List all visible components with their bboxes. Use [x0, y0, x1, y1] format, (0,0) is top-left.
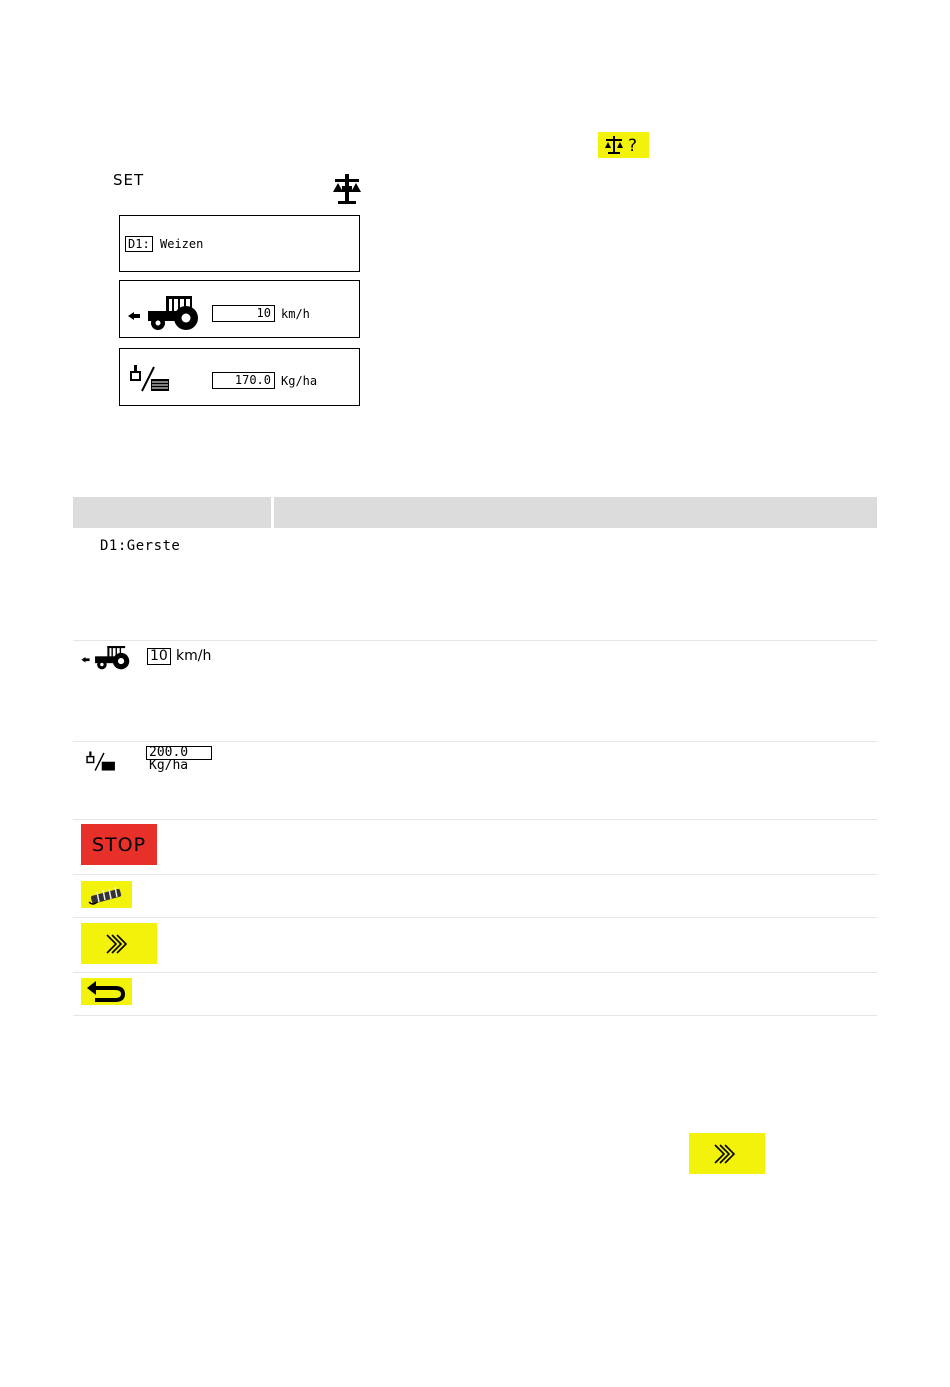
return-arrow-icon	[85, 980, 129, 1004]
row-divider	[73, 819, 877, 820]
rate-value-box: 200.0	[146, 746, 212, 760]
next-button-inline[interactable]	[689, 1133, 765, 1174]
rate-value-unit: Kg/ha	[149, 758, 189, 773]
rate-unit: Kg/ha	[281, 374, 318, 388]
weight-per-area-icon	[80, 750, 122, 772]
double-chevron-right-icon	[103, 932, 135, 956]
next-button[interactable]	[81, 923, 157, 964]
speed-unit: km/h	[281, 307, 310, 321]
row-divider	[73, 741, 877, 742]
rate-panel	[119, 348, 360, 406]
row-divider	[73, 640, 877, 641]
stop-button[interactable]	[81, 824, 157, 865]
stop-button-label: STOP	[91, 833, 147, 856]
calibration-test-button[interactable]	[598, 132, 649, 158]
row-divider	[73, 972, 877, 973]
speed-value-unit: km/h	[176, 648, 212, 664]
row-divider	[73, 917, 877, 918]
calibration-tool-icon	[87, 884, 127, 906]
tractor-icon	[80, 643, 132, 671]
table-header-divider	[271, 497, 274, 528]
double-chevron-right-icon	[711, 1142, 743, 1166]
tractor-icon	[126, 293, 202, 331]
product-symbol-text: D1:Gerste	[100, 538, 181, 554]
scale-question-icon	[602, 134, 646, 156]
return-button[interactable]	[81, 978, 132, 1005]
row-divider	[73, 874, 877, 875]
calibration-button[interactable]	[81, 881, 132, 908]
svg-text:?: ?	[627, 136, 637, 156]
row-divider	[73, 1015, 877, 1016]
screen-title: SET	[113, 171, 145, 189]
weight-per-area-icon	[128, 363, 172, 393]
product-id-box: D1:	[125, 236, 153, 252]
rate-input[interactable]: 170.0	[212, 372, 275, 389]
speed-value-box: 10	[147, 648, 171, 665]
speed-panel	[119, 280, 360, 338]
speed-input[interactable]: 10	[212, 305, 275, 322]
product-panel	[119, 215, 360, 272]
scale-icon	[332, 172, 362, 206]
product-name: Weizen	[160, 237, 204, 251]
table-header	[73, 497, 877, 528]
